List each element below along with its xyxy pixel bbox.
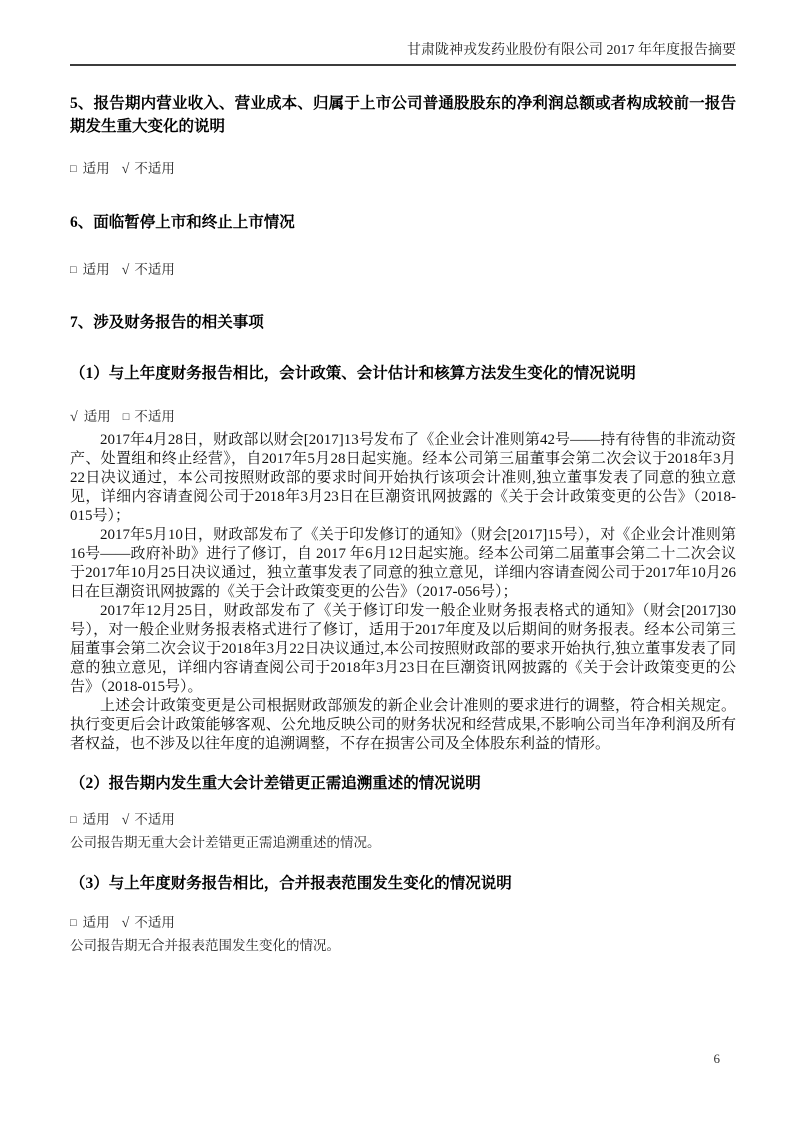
applicable-label: 适用 xyxy=(82,161,110,176)
subsection-3-note: 公司报告期无合并报表范围发生变化的情况。 xyxy=(70,938,340,953)
not-applicable-label: 不适用 xyxy=(134,262,175,277)
checkbox-unchecked-icon: □ xyxy=(70,264,77,276)
check-mark-icon: √ xyxy=(121,263,130,278)
checkbox-unchecked-icon: □ xyxy=(70,917,77,929)
checkbox-unchecked-icon: □ xyxy=(122,411,130,423)
subsection-3-heading: （3）与上年度财务报告相比，合并报表范围发生变化的情况说明 xyxy=(70,875,512,892)
not-applicable-label: 不适用 xyxy=(134,915,175,930)
check-mark-icon: √ xyxy=(121,162,130,177)
check-mark-icon: √ xyxy=(70,410,78,425)
body-paragraph: 2017年12月25日，财政部发布了《关于修订印发一般企业财务报表格式的通知》（财会[2017]30号），对一般企业财务报表格式进行了修订，适用于2017年度及以后期间的财务报表。经本公司第三届董事会第二次会议于2018年3月22日决议通过,本公司按照财政部的要求开始执行,独立董事发表了同意的独立意见，详细内容请查阅公司于2018年3月23日在巨潮资讯网披露的《关于会计政策变更的公告》（2018-015号）。 xyxy=(70,603,736,695)
checkbox-unchecked-icon: □ xyxy=(70,814,77,826)
body-paragraph: 上述会计政策变更是公司根据财政部颁发的新企业会计准则的要求进行的调整，符合相关规定。执行变更后会计政策能够客观、公允地反映公司的财务状况和经营成果,不影响公司当年净利润及所有者权益，也不涉及以往年度的追溯调整，不存在损害公司及全体股东利益的情形。 xyxy=(70,698,736,752)
section-5-applicability xyxy=(70,160,736,178)
section-7-heading: 7、涉及财务报告的相关事项 xyxy=(70,314,264,331)
subsection-2-note: 公司报告期无重大会计差错更正需追溯重述的情况。 xyxy=(70,835,381,850)
body-paragraph: 2017年4月28日，财政部以财会[2017]13号发布了《企业会计准则第42号——持有待售的非流动资产、处置组和终止经营》，自2017年5月28日起实施。经本公司第三届董事会第二次会议于2018年3月22日决议通过，本公司按照财政部的要求时间开始执行该项会计准则,独立董事发表了同意的独立意见，详细内容请查阅公司于2018年3月23日在巨潮资讯网披露的《关于会计政策变更的公告》（2018-015号）； xyxy=(70,432,736,524)
section-6-heading: 6、面临暂停上市和终止上市情况 xyxy=(70,214,295,231)
not-applicable-label: 不适用 xyxy=(134,161,175,176)
document-title: 甘肃陇神戎发药业股份有限公司 2017 年年度报告摘要 xyxy=(407,43,736,58)
check-mark-icon: √ xyxy=(121,916,130,931)
not-applicable-label: 不适用 xyxy=(134,409,175,424)
accounting-policy-change-text xyxy=(70,431,736,754)
subsection-3-applicability xyxy=(70,914,736,932)
applicable-label: 适用 xyxy=(82,812,110,827)
not-applicable-label: 不适用 xyxy=(134,812,175,827)
page-number: 6 xyxy=(713,1051,720,1066)
section-6-applicability xyxy=(70,261,736,279)
header-rule xyxy=(70,64,736,66)
subsection-1-heading: （1）与上年度财务报告相比，会计政策、会计估计和核算方法发生变化的情况说明 xyxy=(70,365,636,382)
subsection-1-applicability xyxy=(70,408,736,426)
page-header xyxy=(70,0,736,66)
section-5-heading: 5、报告期内营业收入、营业成本、归属于上市公司普通股股东的净利润总额或者构成较前一报告期发生重大变化的说明 xyxy=(70,95,736,135)
applicable-label: 适用 xyxy=(83,409,111,424)
applicable-label: 适用 xyxy=(82,915,110,930)
body-paragraph: 2017年5月10日，财政部发布了《关于印发修订的通知》（财会[2017]15号），对《企业会计准则第 16号——政府补助》进行了修订，自 2017 年6月12日起实施。经本公司第二届董事会第二十二次会议于2017年10月25日决议通过，独立董事发表了同意的独立意见，详细内容请查阅公司于2017年10月26日在巨潮资讯网披露的《关于会计政策变更的公告》（2017-056号）； xyxy=(70,527,736,600)
applicable-label: 适用 xyxy=(82,262,110,277)
subsection-2-heading: （2）报告期内发生重大会计差错更正需追溯重述的情况说明 xyxy=(70,775,481,792)
checkbox-unchecked-icon: □ xyxy=(70,163,77,175)
check-mark-icon: √ xyxy=(121,813,130,828)
subsection-2-applicability xyxy=(70,811,736,829)
